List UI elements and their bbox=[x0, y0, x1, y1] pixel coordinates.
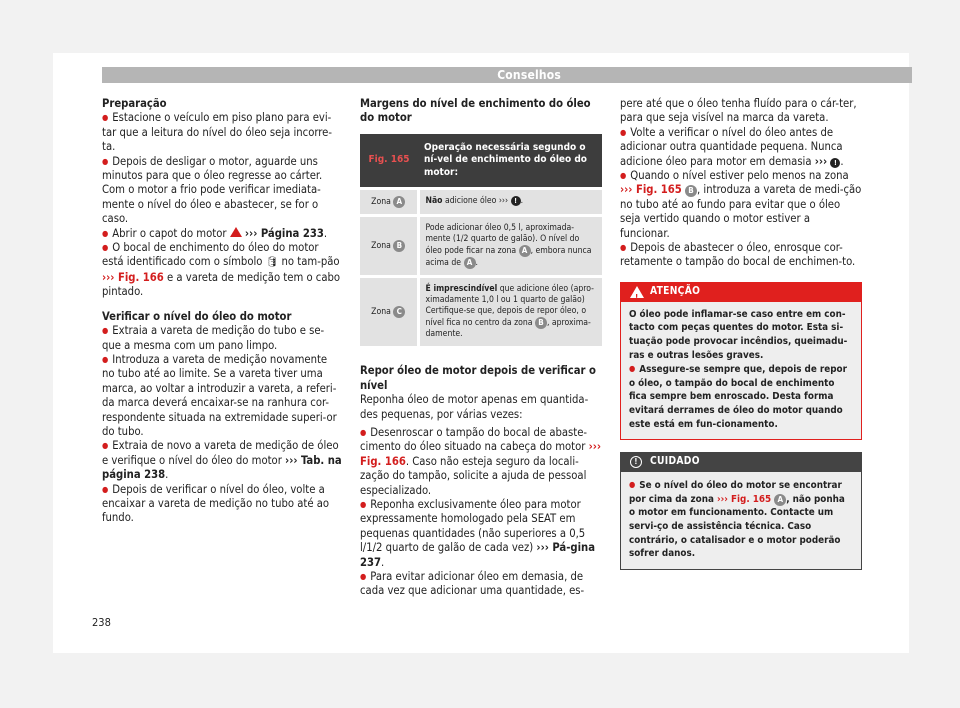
zone-letter-badge: B bbox=[535, 317, 547, 329]
caution-box-header bbox=[620, 452, 862, 472]
column-2 bbox=[360, 97, 602, 599]
bullet-text: e a vareta de medição tem o cabo pintado. bbox=[102, 270, 341, 299]
warning-box-header bbox=[620, 282, 862, 302]
zone-letter-badge: A bbox=[774, 494, 786, 506]
zone-cell bbox=[360, 189, 418, 216]
zone-letter-badge: C bbox=[393, 306, 405, 318]
bullet-item: ● Abrir o capot do motor ››› Página 233. bbox=[102, 227, 342, 241]
warning-box-title: ATENÇÃO bbox=[650, 285, 701, 297]
bullet-item bbox=[102, 483, 342, 526]
cell-text: adicione óleo ››› bbox=[444, 196, 509, 207]
bullet-text: Extraia de novo a vareta de medição de óleo e verifique o nível do óleo do motor bbox=[102, 439, 339, 467]
emphasis-text: Não bbox=[425, 196, 443, 207]
operation-cell: Pode adicionar óleo 0,5 l, aproximada-mente (1/2 quarto de galão). O nível do óleo pode ficar na zona A , embora nunca acima de A . bbox=[418, 216, 602, 277]
table-row bbox=[360, 277, 602, 347]
bullet-item bbox=[102, 324, 342, 353]
cell-text: , embora nunca acima de bbox=[425, 246, 592, 269]
page-reference-link[interactable]: ››› Pá-gina 237 bbox=[360, 541, 596, 569]
zone-label: Zona bbox=[371, 197, 391, 208]
heading-preparacao: Preparação bbox=[102, 97, 167, 110]
bullet-item: ● Extraia de novo a vareta de medição de óleo e verifique o nível do óleo do motor ››› Tab. na página 238. bbox=[102, 439, 342, 482]
zone-letter-badge: A bbox=[519, 245, 531, 257]
bullet-item bbox=[102, 155, 342, 227]
bullet-item bbox=[102, 241, 342, 300]
bullet-text: O bocal de enchimento do óleo do motor está identificado com o símbolo bbox=[102, 241, 319, 269]
figure-reference-link[interactable]: ››› Fig. 165 bbox=[717, 493, 772, 505]
bullet-item: ● Reponha exclusivamente óleo para motor expressamente homologado pela SEAT em pequenas quantidades (não superiores a 0,5 l/1/2 quarto de galão de cada vez) ››› Pá-gina 237. bbox=[360, 498, 602, 570]
table-reference-link[interactable]: ››› Tab. na página 238 bbox=[102, 453, 342, 482]
page-number: 238 bbox=[92, 616, 111, 629]
bullet-item bbox=[620, 169, 862, 241]
caution-text: Se o nível do óleo do motor se encontrar por cima da zona bbox=[629, 480, 842, 505]
continued-paragraph: pere até que o óleo tenha fluído para o cár-ter, para que seja visível na marca da vareta. bbox=[620, 97, 857, 125]
cell-text: , aproxima-damente. bbox=[425, 318, 591, 340]
bullet-text: Para evitar adicionar óleo em demasia, de cada vez que adicionar uma quantidade, es- bbox=[360, 570, 585, 598]
table-row bbox=[360, 189, 602, 216]
zone-cell bbox=[360, 216, 418, 277]
caution-box-title: CUIDADO bbox=[650, 456, 700, 468]
warning-icon bbox=[230, 227, 242, 237]
column-3 bbox=[620, 97, 862, 570]
table-header-row bbox=[360, 134, 602, 189]
bullet-item bbox=[629, 362, 853, 431]
bullet-text: Depois de abastecer o óleo, enrosque cor-retamente o tampão do bocal de enchimen-to. bbox=[620, 241, 856, 269]
zone-label: Zona bbox=[371, 307, 391, 318]
warning-reference-link[interactable]: ››› bbox=[814, 154, 828, 168]
zone-label: Zona bbox=[371, 241, 391, 252]
warning-text: Assegure-se sempre que, depois de repor o óleo, o tampão do bocal de enchimento fica sempre bem enroscado. Desta forma evitará derrames de óleo do motor quando este está em fun-cionamento. bbox=[629, 364, 847, 430]
caution-text: , não ponha o motor em funcionamento. Contacte um servi-ço de assistência técnica. Caso contrário, o catalisador e o motor poderão sofrer danos. bbox=[629, 493, 845, 560]
table-header-operation: Operação necessária segundo o ní-vel de enchimento do óleo do motor: bbox=[418, 134, 602, 189]
zone-letter-badge: A bbox=[464, 257, 476, 269]
warning-text: O óleo pode inflamar-se caso entre em con-tacto com peças quentes do motor. Esta si-tuação pode provocar incêndios, queimadu-ras e outras lesões graves. bbox=[629, 308, 848, 361]
bullet-text: Depois de desligar o motor, aguarde uns minutos para que o óleo regresse ao cárter. Com o motor a frio pode verificar imediata-mente o nível do óleo e abastecer, se for o caso. bbox=[102, 154, 323, 226]
bullet-text: . Caso não esteja seguro da locali-zação do tampão, solicite a ajuda de pessoal especializado. bbox=[360, 454, 587, 497]
bullet-text: Extraia a vareta de medição do tubo e se-que a mesma com um pano limpo. bbox=[102, 324, 325, 352]
warning-triangle-icon bbox=[630, 286, 644, 298]
bullet-item: ● Volte a verificar o nível do óleo antes de adicionar outra quantidade pequena. Nunca adicione óleo para motor em demasia ››› ! . bbox=[620, 126, 862, 169]
caution-circle-icon: ! bbox=[630, 456, 642, 468]
section-header-bar bbox=[102, 67, 912, 83]
warning-box bbox=[620, 282, 862, 440]
bullet-text: Abrir o capot do motor bbox=[112, 226, 227, 240]
bullet-text: Volte a verificar o nível do óleo antes de adicionar outra quantidade pequena. Nunca adicione óleo para motor em demasia bbox=[620, 125, 843, 168]
warning-symbol-icon: ! bbox=[830, 158, 840, 168]
table-header-figure: Fig. 165 bbox=[360, 134, 418, 189]
oil-level-table bbox=[360, 134, 602, 347]
page-reference-link[interactable]: ››› Página 233 bbox=[244, 226, 324, 240]
manual-page bbox=[53, 53, 909, 653]
bullet-text: , introduza a vareta de medi-ção no tubo até ao fundo para evitar que o óleo seja vertido quando o motor estiver a funcionar. bbox=[620, 183, 862, 240]
figure-reference-link[interactable]: ››› Fig. 165 bbox=[620, 183, 682, 197]
zone-cell bbox=[360, 277, 418, 347]
zone-letter-badge: B bbox=[685, 185, 697, 197]
zone-letter-badge: A bbox=[393, 196, 405, 208]
table-title: Margens do nível de enchimento do óleo do motor bbox=[360, 97, 591, 125]
intro-paragraph: Reponha óleo de motor apenas em quantida-des pequenas, por várias vezes: bbox=[360, 393, 589, 421]
zone-letter-badge: B bbox=[393, 240, 405, 252]
bullet-text: Desenroscar o tampão do bocal de abaste-cimento do óleo situado na cabeça do motor bbox=[360, 425, 588, 454]
table-row bbox=[360, 216, 602, 277]
bullet-item bbox=[620, 241, 862, 270]
operation-cell: Não adicione óleo ››› ! . bbox=[418, 189, 602, 216]
bullet-text: no tam-pão bbox=[281, 255, 340, 269]
bullet-item bbox=[360, 426, 602, 498]
cell-text: Pode adicionar óleo 0,5 l, aproximada-mente (1/2 quarto de galão). O nível do óleo pode ficar na zona bbox=[425, 223, 580, 257]
caution-box bbox=[620, 452, 862, 570]
bullet-text: Depois de verificar o nível do óleo, volte a encaixar a vareta de medição no tubo até ao fundo. bbox=[102, 482, 330, 525]
heading-verificar: Verificar o nível do óleo do motor bbox=[102, 309, 292, 323]
bullet-text: Quando o nível estiver pelo menos na zona bbox=[630, 169, 849, 183]
bullet-item bbox=[629, 478, 853, 561]
bullet-item bbox=[102, 353, 342, 439]
bullet-text: Estacione o veículo em piso plano para evi-tar que a leitura do nível do óleo seja incorre-ta. bbox=[102, 111, 333, 154]
figure-reference-link[interactable]: ››› Fig. 166 bbox=[102, 270, 164, 284]
operation-cell bbox=[418, 277, 602, 347]
bullet-item bbox=[102, 111, 342, 154]
warning-symbol-icon: ! bbox=[511, 196, 521, 206]
caution-box-body bbox=[620, 472, 862, 570]
oil-can-icon: 🛢 bbox=[265, 257, 279, 269]
bullet-text: Introduza a vareta de medição novamente no tubo até ao limite. Se a vareta tiver uma marca, ao voltar a introduzir a vareta, a referi-da marca deverá encaixar-se na ranhura cor-respondente situada na extremidade superi-or do tubo. bbox=[102, 352, 337, 438]
bullet-text: Reponha exclusivamente óleo para motor expressamente homologado pela SEAT em pequenas quantidades (não superiores a 0,5 l/1/2 quarto de galão de cada vez) bbox=[360, 497, 586, 555]
column-1 bbox=[102, 97, 342, 526]
cell-text: que adicione óleo (apro-ximadamente 1,0 l ou 1 quarto de galão) Certifique-se que, depois de repor óleo, o nível fica no centro da zona bbox=[425, 284, 594, 329]
bullet-item bbox=[360, 570, 602, 599]
emphasis-text: É imprescindível bbox=[425, 284, 498, 295]
figure-reference-link[interactable]: ››› Fig. 166 bbox=[360, 440, 602, 468]
heading-repor: Repor óleo de motor depois de verificar o nível bbox=[360, 364, 596, 392]
warning-box-body bbox=[620, 302, 862, 440]
section-title: Conselhos bbox=[497, 68, 561, 82]
